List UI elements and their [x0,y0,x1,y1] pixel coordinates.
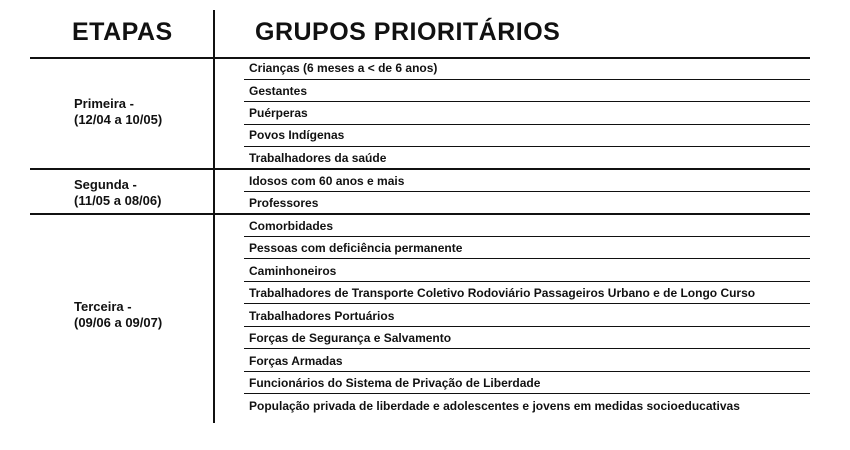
group-row: Trabalhadores de Transporte Coletivo Rodoviário Passageiros Urbano e de Longo Curso [249,286,756,300]
row-separator [244,303,810,304]
stage-dates: (09/06 a 09/07) [74,315,163,330]
group-row: População privada de liberdade e adolescentes e jovens em medidas socioeducativas [249,399,740,413]
stage-separator [30,168,810,170]
group-row: Povos Indígenas [249,128,345,142]
group-row: Forças de Segurança e Salvamento [249,331,452,345]
row-separator [244,146,810,147]
stage-dates: (11/05 a 08/06) [74,193,162,208]
stage-name: Terceira - [74,299,132,314]
row-separator [244,393,810,394]
group-row: Trabalhadores Portuários [249,309,395,323]
row-separator [244,236,810,237]
row-separator [244,371,810,372]
header-etapas: ETAPAS [72,18,173,46]
stage-primeira [74,96,162,128]
group-row: Gestantes [249,84,308,98]
group-row: Idosos com 60 anos e mais [249,174,405,188]
row-separator [244,348,810,349]
group-row: Crianças (6 meses a < de 6 anos) [249,61,438,75]
group-row: Comorbidades [249,219,334,233]
group-row: Professores [249,196,319,210]
stage-name: Segunda - [74,177,137,192]
row-separator [244,281,810,282]
row-separator [244,79,810,80]
group-row: Puérperas [249,106,308,120]
row-separator [244,101,810,102]
header-separator [30,57,810,59]
row-separator [244,191,810,192]
group-row: Trabalhadores da saúde [249,151,387,165]
column-divider [213,10,215,423]
header-grupos-prioritarios: GRUPOS PRIORITÁRIOS [255,18,561,46]
stage-separator [30,213,810,215]
group-row: Caminhoneiros [249,264,337,278]
row-separator [244,258,810,259]
group-row: Funcionários do Sistema de Privação de Liberdade [249,376,541,390]
group-row: Forças Armadas [249,354,343,368]
stage-name: Primeira - [74,96,134,111]
stage-segunda [74,177,161,209]
row-separator [244,326,810,327]
group-row: Pessoas com deficiência permanente [249,241,463,255]
stage-terceira [74,299,162,331]
row-separator [244,124,810,125]
stage-dates: (12/04 a 10/05) [74,112,163,127]
